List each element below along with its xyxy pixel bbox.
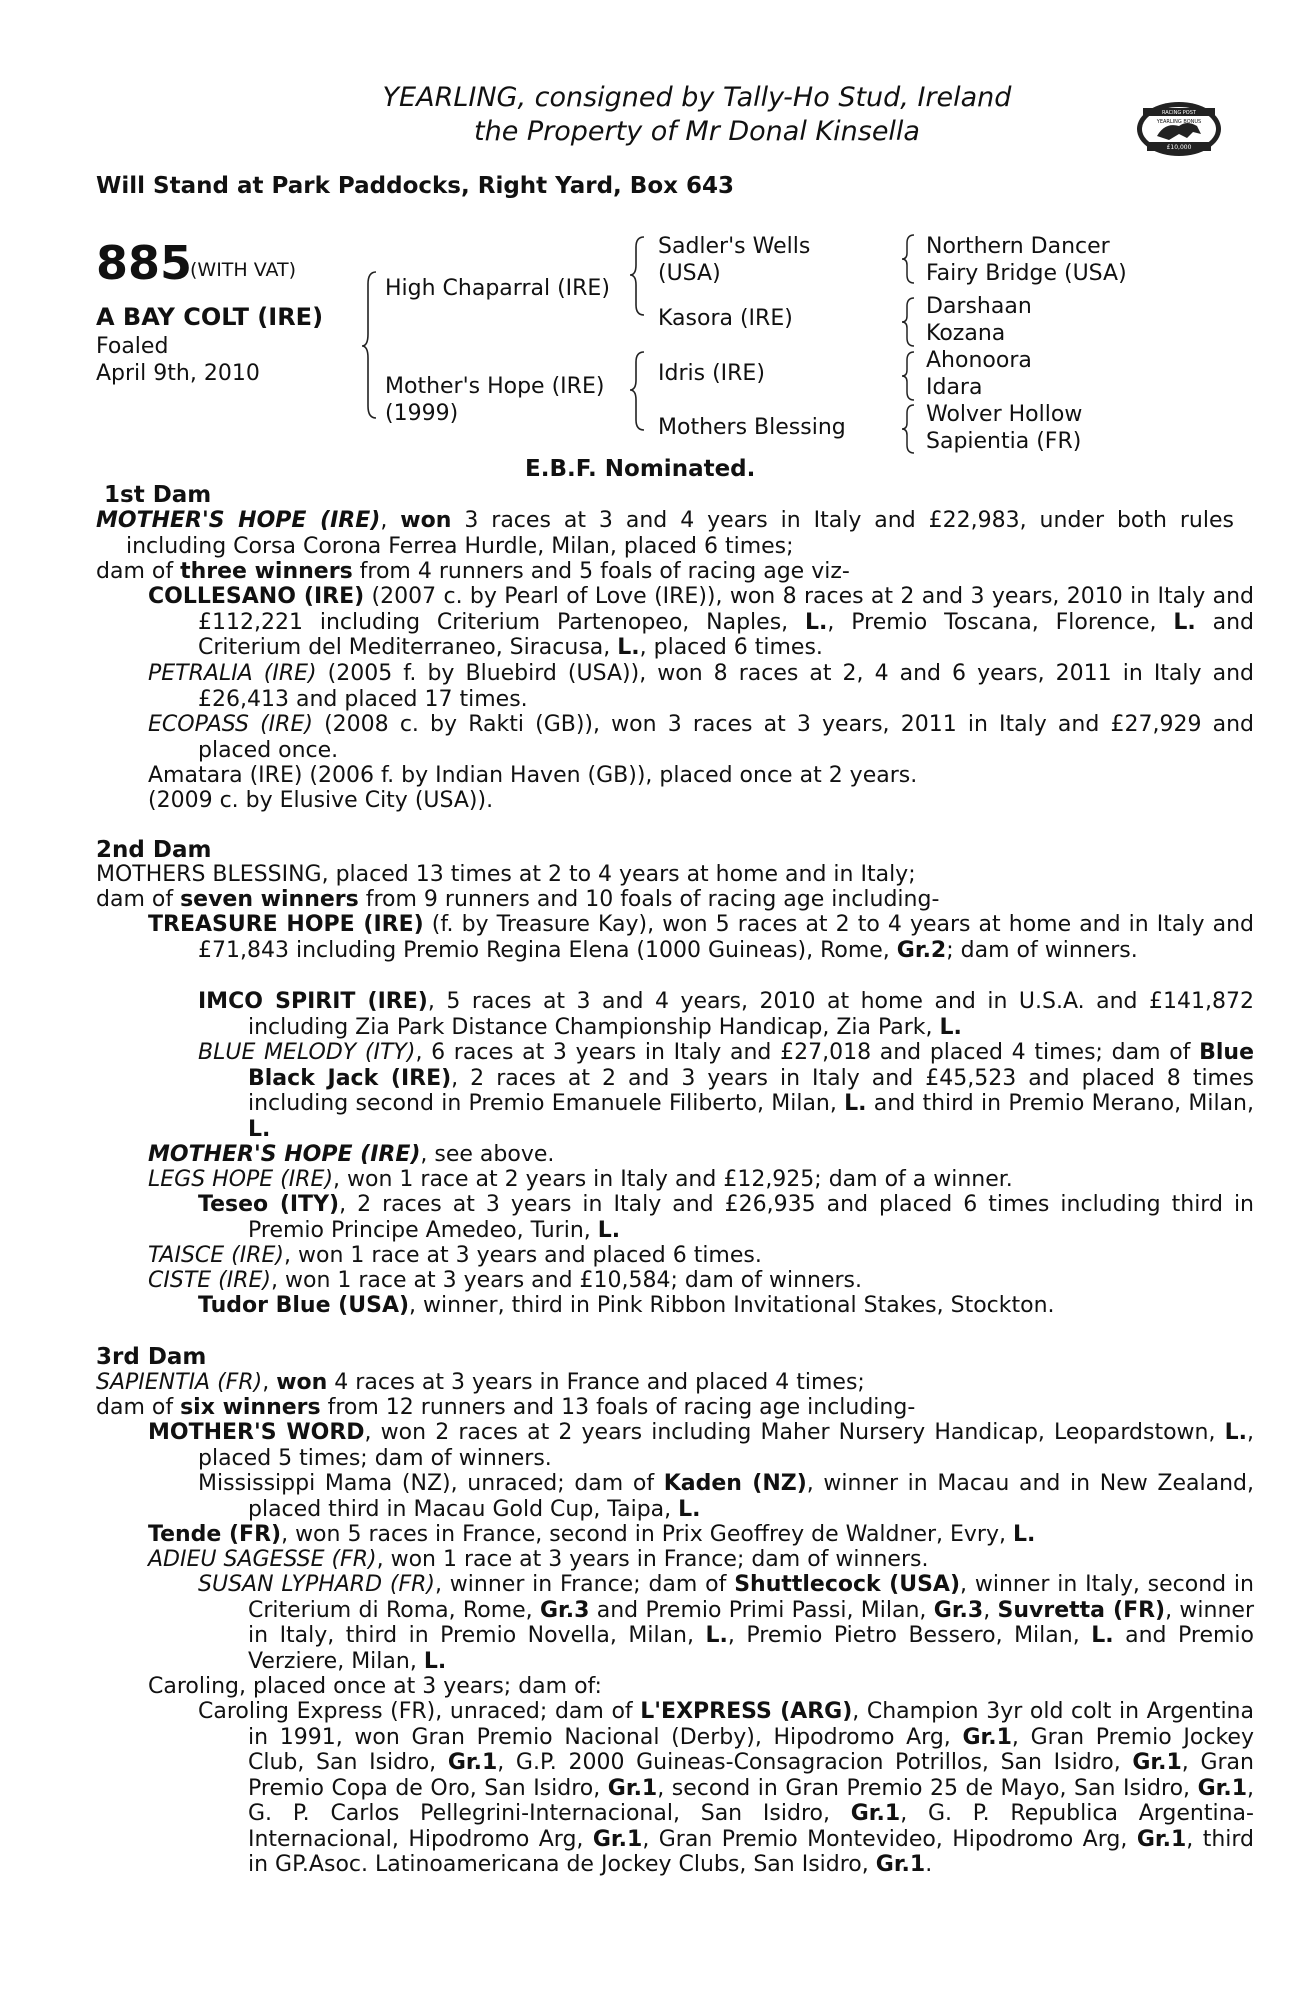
g-dds: Wolver Hollow	[926, 402, 1083, 427]
second-dam-summary: MOTHERS BLESSING, placed 13 times at 2 to 4 years at home and in Italy;	[96, 862, 916, 887]
g-ddd: Sapientia (FR)	[926, 429, 1082, 454]
produce-2009: (2009 c. by Elusive City (USA)).	[148, 788, 494, 813]
stand-location: Will Stand at Park Paddocks, Right Yard, Box 643	[96, 173, 734, 199]
third-dam-produce: dam of six winners from 12 runners and 13 foals of racing age including-	[96, 1395, 916, 1420]
produce-imco-spirit: IMCO SPIRIT (IRE), 5 races at 3 and 4 years, 2010 at home and in U.S.A. and £141,872 including Zia Park Distance Championship Handicap, Zia Park, L.	[198, 989, 1254, 1040]
produce-collesano: COLLESANO (IRE) (2007 c. by Pearl of Love (IRE)), won 8 races at 2 and 3 years, 2010 in Italy and £112,221 including Criterium Partenopeo, Naples, L., Premio Toscana, Florence, L. and Criterium del Mediterraneo, Siracusa, L., placed 6 times.	[148, 584, 1255, 660]
produce-ciste: CISTE (IRE), won 1 race at 3 years and £10,584; dam of winners.	[148, 1268, 863, 1293]
lot-number: 885	[96, 236, 193, 290]
pedigree-brace-main	[360, 260, 380, 430]
first-dam-heading: 1st Dam	[104, 482, 212, 508]
g-ssd: Fairy Bridge (USA)	[926, 261, 1127, 286]
produce-mississippi-mama: Mississippi Mama (NZ), unraced; dam of Kaden (NZ), winner in Macau and in New Zealand, placed third in Macau Gold Cup, Taipa, L.	[198, 1471, 1255, 1522]
sire: High Chaparral (IRE)	[385, 276, 610, 301]
third-dam-heading: 3rd Dam	[96, 1344, 207, 1370]
brace-g4	[900, 403, 920, 455]
produce-treasure-hope: TREASURE HOPE (IRE) (f. by Treasure Kay), won 5 races at 2 to 4 years at home and in Italy and £71,843 including Premio Regina Elena (1000 Guineas), Rome, Gr.2; dam of winners.	[148, 912, 1254, 963]
second-dam-heading: 2nd Dam	[96, 837, 212, 863]
brace-g3	[900, 350, 920, 402]
badge-text-mid: YEARLING BONUS	[1156, 119, 1202, 125]
property-line: the Property of Mr Donal Kinsella	[474, 116, 920, 147]
foaled-date: April 9th, 2010	[96, 361, 260, 386]
sire-sire-2: (USA)	[658, 261, 721, 286]
brace-g1	[900, 233, 920, 285]
produce-amatara: Amatara (IRE) (2006 f. by Indian Haven (GB)), placed once at 2 years.	[148, 763, 918, 788]
sire-dam: Kasora (IRE)	[658, 306, 793, 331]
g-sds: Darshaan	[926, 294, 1032, 319]
dam-dam: Mothers Blessing	[658, 415, 846, 440]
sire-sire-1: Sadler's Wells	[658, 234, 811, 259]
produce-ecopass: ECOPASS (IRE) (2008 c. by Rakti (GB)), won 3 races at 3 years, 2011 in Italy and £27,929 and placed once.	[148, 712, 1254, 763]
g-sss: Northern Dancer	[926, 234, 1110, 259]
ebf-note: E.B.F. Nominated.	[525, 456, 756, 482]
produce-mothers-hope: MOTHER'S HOPE (IRE), see above.	[148, 1142, 555, 1167]
produce-petralia: PETRALIA (IRE) (2005 f. by Bluebird (USA)), won 8 races at 2, 4 and 6 years, 2011 in Italy and £26,413 and placed 17 times.	[148, 661, 1254, 712]
produce-susan-lyphard: SUSAN LYPHARD (FR), winner in France; dam of Shuttlecock (USA), winner in Italy, second in Criterium di Roma, Rome, Gr.3 and Premio Primi Passi, Milan, Gr.3, Suvretta (FR), winner in Italy, third in Premio Novella, Milan, L., Premio Pietro Bessero, Milan, L. and Premio Verziere, Milan, L.	[198, 1572, 1255, 1674]
badge-text-bot: £10,000	[1166, 144, 1192, 151]
produce-teseo: Teseo (ITY), 2 races at 3 years in Italy and £26,935 and placed 6 times including third in Premio Principe Amedeo, Turin, L.	[198, 1192, 1255, 1243]
produce-caroling: Caroling, placed once at 3 years; dam of:	[148, 1674, 602, 1699]
g-dsd: Idara	[926, 375, 983, 400]
dam-name: Mother's Hope (IRE)	[385, 374, 605, 399]
g-sdd: Kozana	[926, 321, 1006, 346]
produce-legs-hope: LEGS HOPE (IRE), won 1 race at 2 years in Italy and £12,925; dam of a winner.	[148, 1167, 1013, 1192]
consignor-line: YEARLING, consigned by Tally-Ho Stud, Ireland	[382, 82, 1012, 113]
brace-g2	[900, 296, 920, 348]
second-dam-produce: dam of seven winners from 9 runners and 10 foals of racing age including-	[96, 887, 940, 912]
pedigree-brace-sire	[628, 233, 648, 319]
produce-adieu-sagesse: ADIEU SAGESSE (FR), won 1 race at 3 years in France; dam of winners.	[148, 1547, 929, 1572]
third-dam-summary: SAPIENTIA (FR), won 4 races at 3 years in France and placed 4 times;	[96, 1370, 865, 1395]
g-dss: Ahonoora	[926, 348, 1032, 373]
produce-tudor-blue: Tudor Blue (USA), winner, third in Pink Ribbon Invitational Stakes, Stockton.	[198, 1293, 1055, 1318]
first-dam-summary: MOTHER'S HOPE (IRE), won 3 races at 3 and 4 years in Italy and £22,983, under both rules including Corsa Corona Ferrea Hurdle, Milan, placed 6 times;	[96, 508, 1234, 559]
first-dam-produce: dam of three winners from 4 runners and 5 foals of racing age viz-	[96, 559, 850, 584]
lot-title: A BAY COLT (IRE)	[96, 303, 324, 331]
vat-label: (WITH VAT)	[190, 259, 297, 281]
yearling-bonus-badge	[1135, 100, 1223, 154]
foaled-label: Foaled	[96, 334, 169, 359]
pedigree-brace-dam	[628, 348, 648, 434]
produce-taisce: TAISCE (IRE), won 1 race at 3 years and placed 6 times.	[148, 1243, 762, 1268]
produce-blue-melody: BLUE MELODY (ITY), 6 races at 3 years in Italy and £27,018 and placed 4 times; dam of Blue Black Jack (IRE), 2 races at 2 and 3 years in Italy and £45,523 and placed 8 times including second in Premio Emanuele Filiberto, Milan, L. and third in Premio Merano, Milan, L.	[198, 1040, 1255, 1142]
produce-mothers-word: MOTHER'S WORD, won 2 races at 2 years including Maher Nursery Handicap, Leopardstown, L., placed 5 times; dam of winners.	[148, 1420, 1254, 1471]
produce-tende: Tende (FR), won 5 races in France, second in Prix Geoffrey de Waldner, Evry, L.	[148, 1522, 1036, 1547]
dam-year: (1999)	[385, 401, 459, 426]
badge-text-top: RACING POST	[1162, 110, 1196, 116]
produce-caroling-express: Caroling Express (FR), unraced; dam of L'EXPRESS (ARG), Champion 3yr old colt in Argentina in 1991, won Gran Premio Nacional (Derby), Hipodromo Arg, Gr.1, Gran Premio Jockey Club, San Isidro, Gr.1, G.P. 2000 Guineas-Consagracion Potrillos, San Isidro, Gr.1, Gran Premio Copa de Oro, San Isidro, Gr.1, second in Gran Premio 25 de Mayo, San Isidro, Gr.1, G. P. Carlos Pellegrini-Internacional, San Isidro, Gr.1, G. P. Republica Argentina-Internacional, Hipodromo Arg, Gr.1, Gran Premio Montevideo, Hipodromo Arg, Gr.1, third in GP.Asoc. Latinoamericana de Jockey Clubs, San Isidro, Gr.1.	[198, 1699, 1255, 1877]
dam-sire: Idris (IRE)	[658, 361, 765, 386]
